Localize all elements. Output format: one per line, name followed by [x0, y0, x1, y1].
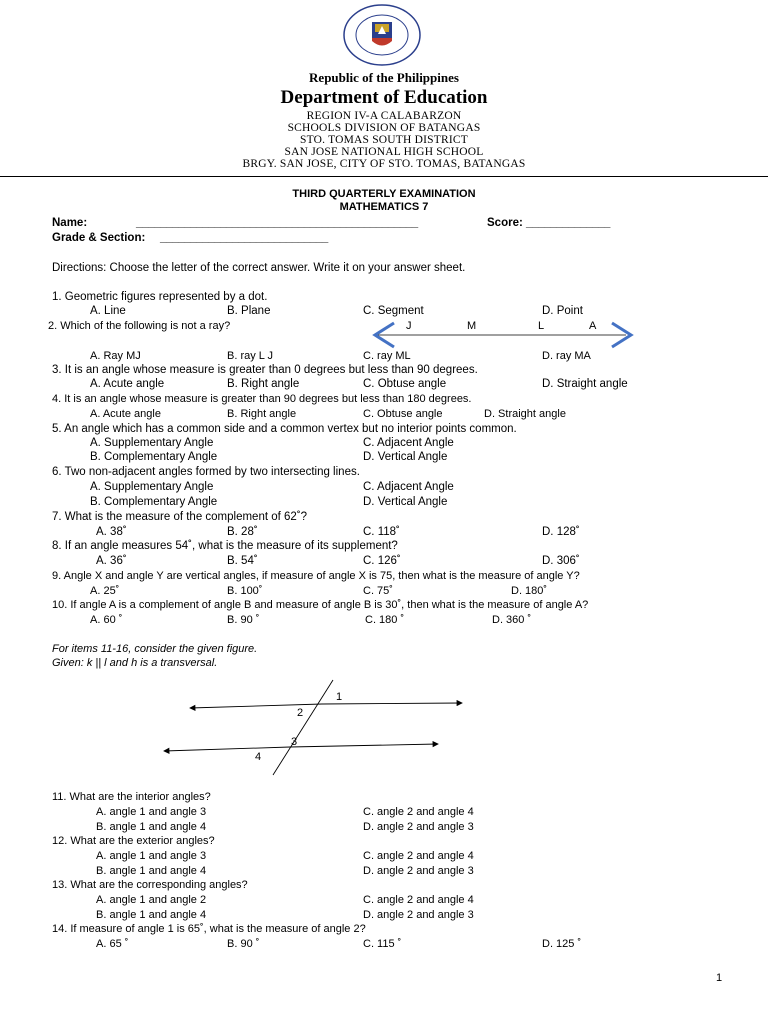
q3-option-d: D. Straight angle [542, 378, 628, 390]
department-heading: Department of Education [280, 87, 488, 108]
q12-option-c: C. angle 2 and angle 4 [363, 850, 474, 862]
question-10: 10. If angle A is a complement of angle B and measure of angle B is 30˚, then what is the measure of angle A? [52, 599, 589, 611]
question-12: 12. What are the exterior angles? [52, 835, 215, 847]
q14-option-a: A. 65 ˚ [96, 938, 129, 950]
question-14: 14. If measure of angle 1 is 65˚, what is the measure of angle 2? [52, 923, 366, 935]
question-5: 5. An angle which has a common side and a common vertex but no interior points common. [52, 423, 517, 435]
name-label: Name: [52, 217, 88, 229]
question-9: 9. Angle X and angle Y are vertical angles, if measure of angle X is 75, then what is the measure of angle Y? [52, 570, 580, 582]
q7-option-b: B. 28˚ [227, 526, 258, 538]
q6-option-d: D. Vertical Angle [363, 496, 448, 508]
name-line[interactable]: _______________________________________________ [136, 217, 418, 229]
question-13: 13. What are the corresponding angles? [52, 879, 248, 891]
header-district: STO. TOMAS SOUTH DISTRICT [300, 134, 468, 146]
ray-point-m: M [467, 320, 477, 332]
exam-subject: MATHEMATICS 7 [339, 201, 429, 213]
q6-option-b: B. Complementary Angle [90, 496, 218, 508]
q11-option-a: A. angle 1 and angle 3 [96, 806, 207, 818]
header-address: BRGY. SAN JOSE, CITY OF STO. TOMAS, BATANGAS [242, 158, 526, 170]
question-6: 6. Two non-adjacent angles formed by two intersecting lines. [52, 466, 360, 478]
directions: Directions: Choose the letter of the correct answer. Write it on your answer sheet. [52, 262, 466, 274]
score-line[interactable]: ______________ [526, 217, 610, 229]
angle-label-3: 3 [291, 736, 298, 748]
q8-option-d: D. 306˚ [542, 555, 580, 567]
q5-option-b: B. Complementary Angle [90, 451, 218, 463]
q5-option-a: A. Supplementary Angle [90, 437, 214, 449]
exam-title: THIRD QUARTERLY EXAMINATION [292, 188, 476, 200]
q2-option-c: C. ray ML [363, 350, 411, 362]
ray-point-j: J [406, 320, 412, 332]
q14-option-c: C. 115 ˚ [363, 938, 402, 950]
q14-option-b: B. 90 ˚ [227, 938, 260, 950]
q8-option-c: C. 126˚ [363, 555, 401, 567]
q2-option-d: D. ray MA [542, 350, 591, 362]
q4-option-d: D. Straight angle [484, 408, 566, 420]
q4-option-b: B. Right angle [227, 408, 297, 420]
question-8: 8. If an angle measures 54˚, what is the measure of its supplement? [52, 540, 398, 552]
question-2: 2. Which of the following is not a ray? [48, 320, 231, 332]
q4-option-a: A. Acute angle [90, 408, 161, 420]
q8-option-b: B. 54˚ [227, 555, 258, 567]
q9-option-d: D. 180˚ [511, 585, 548, 597]
angle-label-2: 2 [297, 707, 304, 719]
q1-option-a: A. Line [90, 305, 126, 317]
deped-seal-logo [342, 4, 422, 66]
q12-option-b: B. angle 1 and angle 4 [96, 865, 207, 877]
q4-option-c: C. Obtuse angle [363, 408, 443, 420]
page-number: 1 [716, 972, 723, 984]
q3-option-c: C. Obtuse angle [363, 378, 447, 390]
question-1: 1. Geometric figures represented by a dot. [52, 291, 268, 303]
q2-option-a: A. Ray MJ [90, 350, 141, 362]
header-division: SCHOOLS DIVISION OF BATANGAS [287, 122, 481, 134]
q12-option-d: D. angle 2 and angle 3 [363, 865, 474, 877]
q5-option-d: D. Vertical Angle [363, 451, 448, 463]
q2-option-b: B. ray L J [227, 350, 274, 362]
q3-option-a: A. Acute angle [90, 378, 165, 390]
angle-label-4: 4 [255, 751, 262, 763]
q7-option-c: C. 118˚ [363, 526, 400, 538]
question-11: 11. What are the interior angles? [52, 791, 211, 803]
q6-option-c: C. Adjacent Angle [363, 481, 454, 493]
q10-option-a: A. 60 ˚ [90, 614, 123, 626]
angle-label-1: 1 [336, 691, 343, 703]
question-4: 4. It is an angle whose measure is greater than 90 degrees but less than 180 degrees. [52, 393, 472, 405]
q5-option-c: C. Adjacent Angle [363, 437, 454, 449]
score-label: Score: [487, 217, 523, 229]
q12-option-a: A. angle 1 and angle 3 [96, 850, 207, 862]
q6-option-a: A. Supplementary Angle [90, 481, 214, 493]
header-school: SAN JOSE NATIONAL HIGH SCHOOL [284, 146, 484, 158]
q10-option-d: D. 360 ˚ [492, 614, 532, 626]
republic-heading: Republic of the Philippines [309, 70, 459, 85]
q7-option-d: D. 128˚ [542, 526, 580, 538]
figure-given: Given: k || l and h is a transversal. [52, 657, 218, 669]
question-3: 3. It is an angle whose measure is greater than 0 degrees but less than 90 degrees. [52, 364, 478, 376]
q13-option-b: B. angle 1 and angle 4 [96, 909, 207, 921]
q3-option-b: B. Right angle [227, 378, 300, 390]
q8-option-a: A. 36˚ [96, 555, 127, 567]
q14-option-d: D. 125 ˚ [542, 938, 582, 950]
q9-option-b: B. 100˚ [227, 585, 263, 597]
question-7: 7. What is the measure of the complement of 62˚? [52, 511, 308, 523]
q1-option-b: B. Plane [227, 305, 271, 317]
q10-option-c: C. 180 ˚ [365, 614, 405, 626]
q9-option-a: A. 25˚ [90, 585, 120, 597]
ray-point-a: A [589, 320, 597, 332]
q1-option-d: D. Point [542, 305, 583, 317]
header-region: REGION IV-A CALABARZON [306, 110, 462, 122]
q11-option-d: D. angle 2 and angle 3 [363, 821, 474, 833]
q13-option-a: A. angle 1 and angle 2 [96, 894, 207, 906]
q11-option-c: C. angle 2 and angle 4 [363, 806, 474, 818]
grade-section-label: Grade & Section: [52, 232, 146, 244]
q10-option-b: B. 90 ˚ [227, 614, 260, 626]
grade-section-line[interactable]: ____________________________ [160, 232, 328, 244]
parallel-lines-transversal-figure [150, 672, 480, 782]
figure-intro: For items 11-16, consider the given figure. [52, 643, 258, 655]
header-divider [0, 176, 768, 177]
q7-option-a: A. 38˚ [96, 526, 127, 538]
q9-option-c: C. 75˚ [363, 585, 393, 597]
q11-option-b: B. angle 1 and angle 4 [96, 821, 207, 833]
ray-point-l: L [538, 320, 545, 332]
q13-option-c: C. angle 2 and angle 4 [363, 894, 474, 906]
q1-option-c: C. Segment [363, 305, 424, 317]
q13-option-d: D. angle 2 and angle 3 [363, 909, 474, 921]
